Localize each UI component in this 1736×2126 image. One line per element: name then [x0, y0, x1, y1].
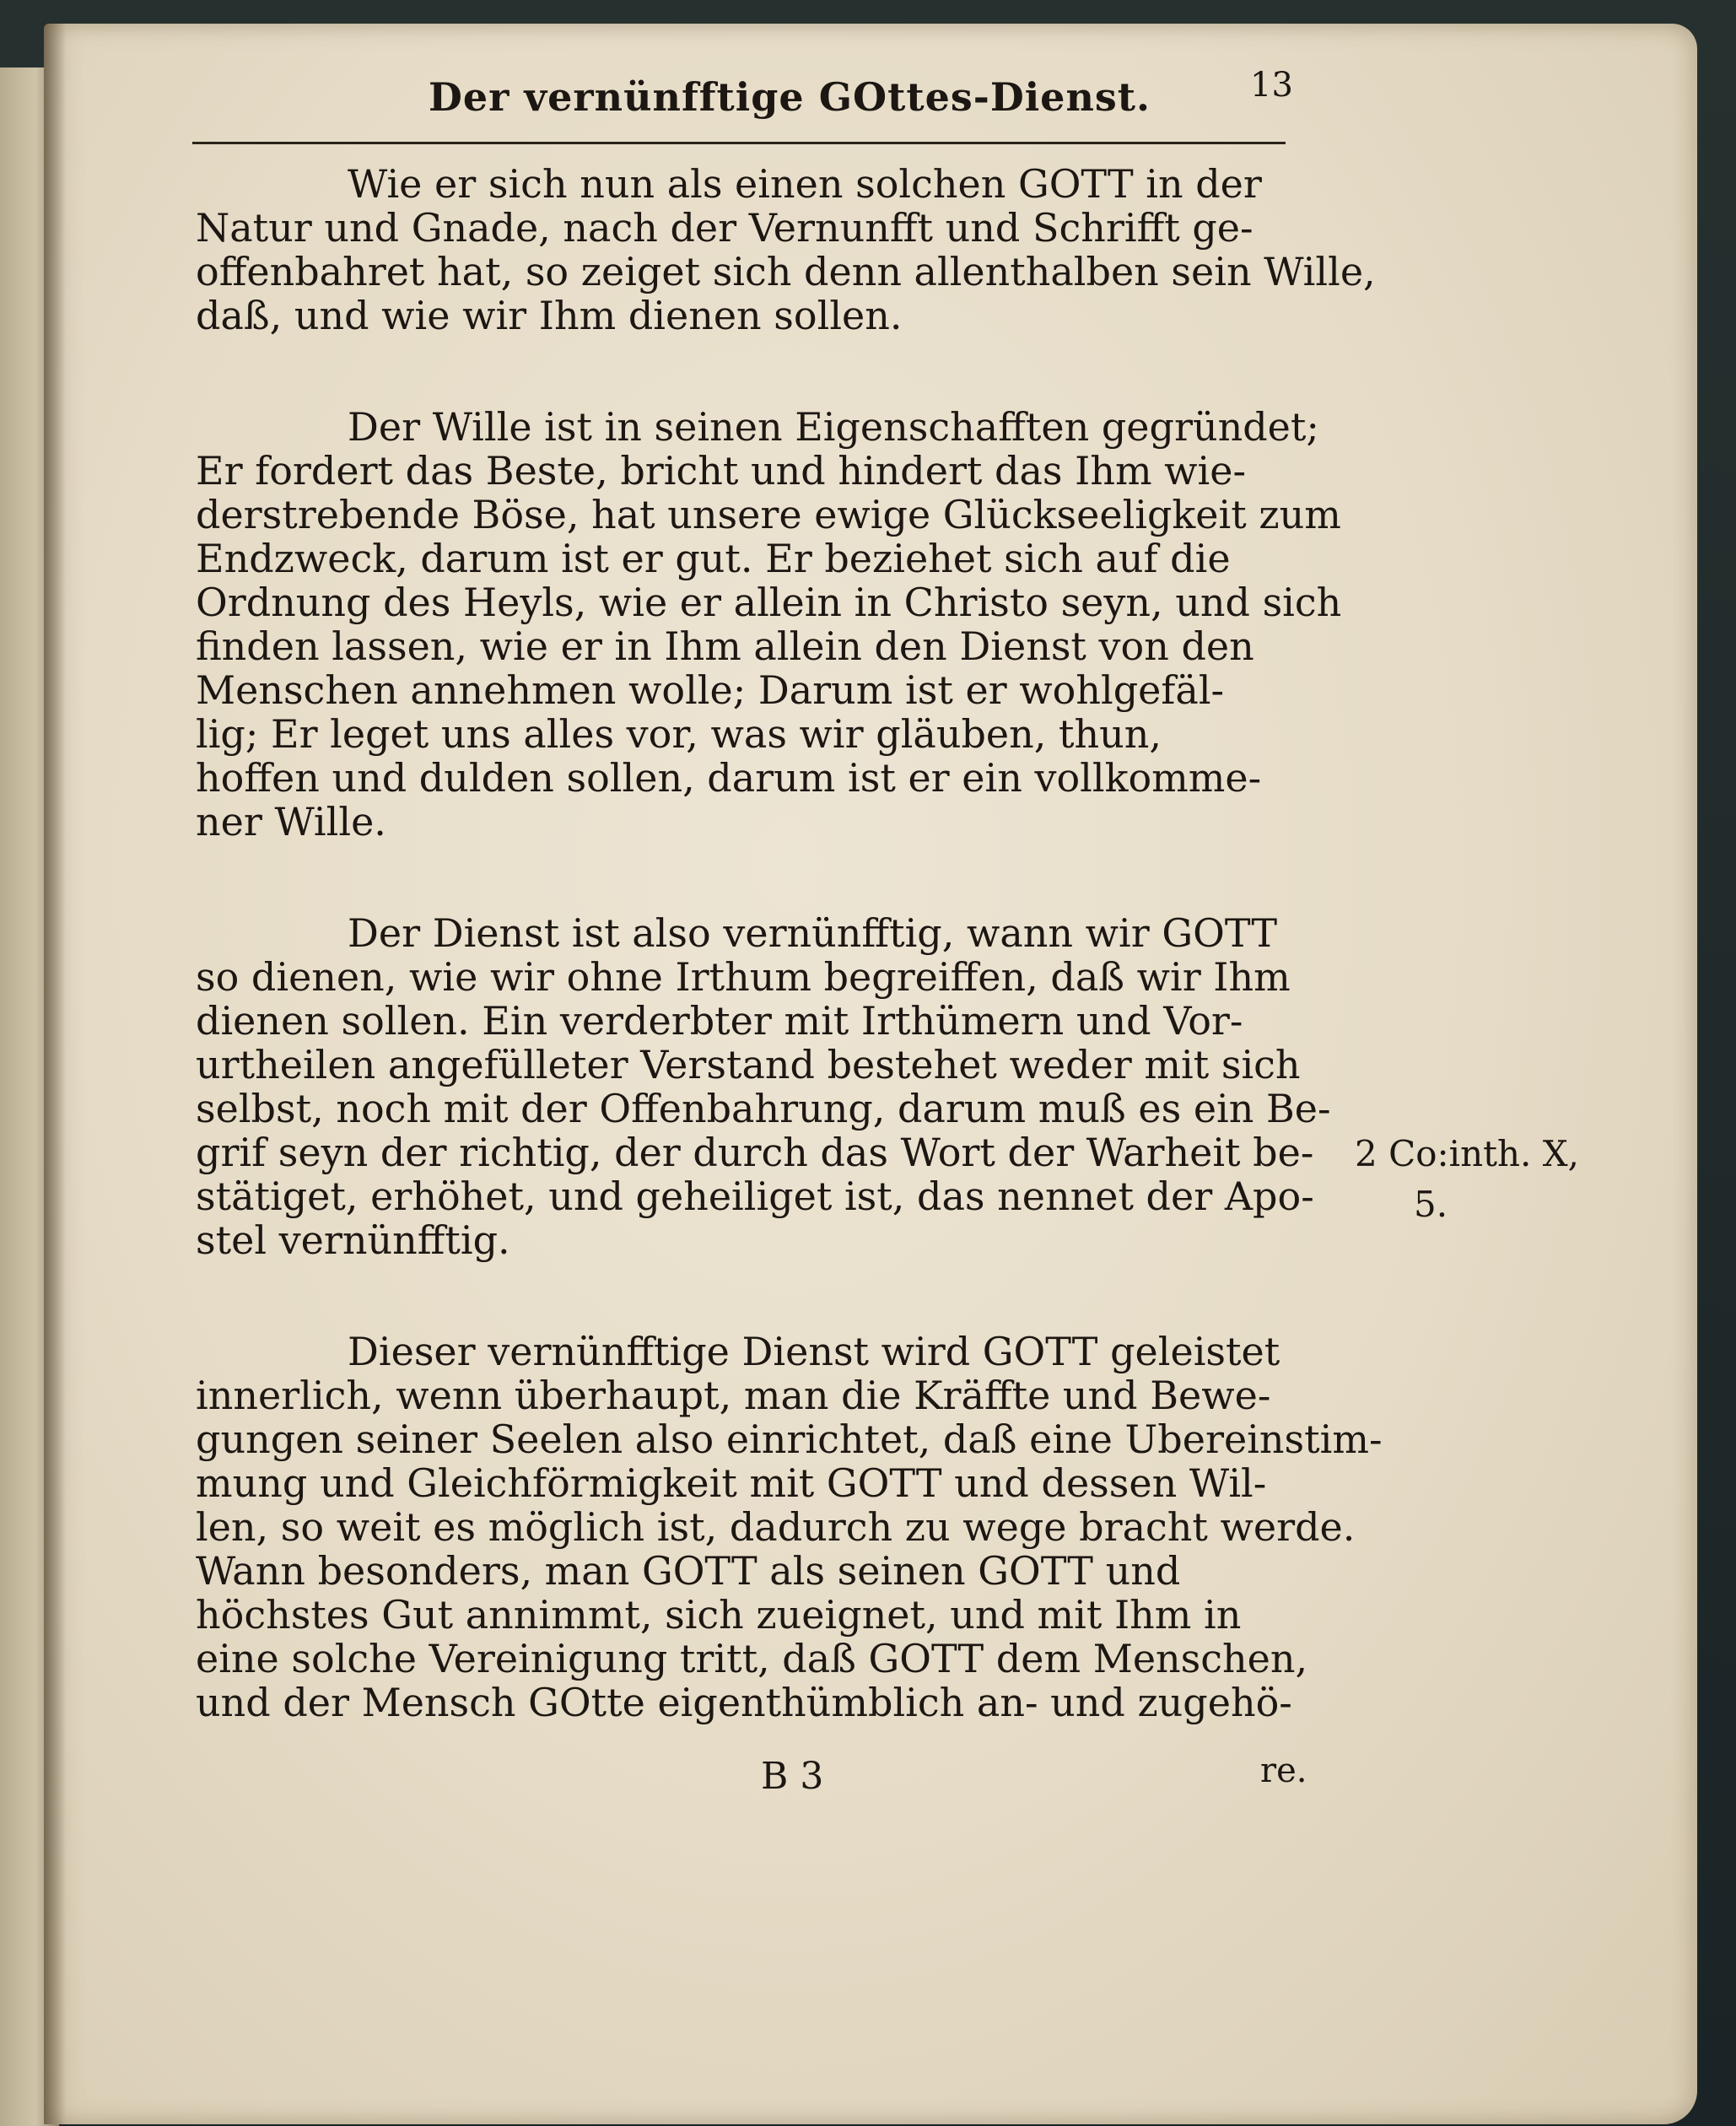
signature-mark: B 3: [761, 1755, 824, 1798]
text-line: grif seyn der richtig, der durch das Wort der Warheit be-: [196, 1130, 1314, 1175]
text-line: Natur und Gnade, nach der Vernunfft und Schrifft ge-: [196, 205, 1253, 251]
text-line: gungen seiner Seelen also einrichtet, daß eine Ubereinstim-: [196, 1416, 1383, 1462]
text-line: und der Mensch GOtte eigenthümblich an- und zugehö-: [196, 1680, 1292, 1725]
marginal-note-verse: 5.: [1414, 1184, 1448, 1225]
text-line: eine solche Vereinigung tritt, daß GOTT dem Menschen,: [196, 1636, 1308, 1681]
text-line: len, so weit es möglich ist, dadurch zu wege bracht werde.: [196, 1504, 1356, 1550]
text-line: Ordnung des Heyls, wie er allein in Christo seyn, und sich: [196, 580, 1342, 625]
text-line: finden lassen, wie er in Ihm allein den Dienst von den: [196, 623, 1254, 669]
marginal-note-reference: 2 Co:inth. X,: [1355, 1133, 1580, 1174]
text-line: Der Dienst ist also vernünfftig, wann wir GOTT: [348, 910, 1278, 956]
paragraph-4: [196, 1329, 1383, 1725]
text-line: Wie er sich nun als einen solchen GOTT in der: [348, 161, 1262, 207]
text-line: Menschen annehmen wolle; Darum ist er wohlgefäl-: [196, 667, 1225, 713]
text-line: so dienen, wie wir ohne Irthum begreiffen, daß wir Ihm: [196, 954, 1291, 1000]
text-line: dienen sollen. Ein verderbter mit Irthümern und Vor-: [196, 998, 1243, 1044]
text-line: Wann besonders, man GOTT als seinen GOTT und: [196, 1548, 1181, 1594]
text-line: hoffen und dulden sollen, darum ist er ein vollkomme-: [196, 755, 1262, 801]
text-line: höchstes Gut annimmt, sich zueignet, und mit Ihm in: [196, 1592, 1242, 1638]
body-text: [196, 161, 1383, 1792]
paragraph-3: [196, 910, 1331, 1263]
text-line: mung und Gleichförmigkeit mit GOTT und dessen Wil-: [196, 1460, 1267, 1506]
text-line: daß, und wie wir Ihm dienen sollen.: [196, 293, 903, 338]
running-head-title: Der vernünfftige GOttes-Dienst.: [429, 74, 1151, 120]
text-line: stätiget, erhöhet, und geheiliget ist, das nennet der Apo-: [196, 1174, 1314, 1219]
paragraph-1: [196, 161, 1376, 338]
header-rule: [192, 142, 1286, 144]
text-line: ner Wille.: [196, 799, 386, 844]
text-line: Der Wille ist in seinen Eigenschafften gegründet;: [348, 404, 1319, 450]
text-line: derstrebende Böse, hat unsere ewige Glückseeligkeit zum: [196, 492, 1341, 537]
text-line: Endzweck, darum ist er gut. Er beziehet sich auf die: [196, 536, 1231, 581]
page-gutter-shadow: [44, 24, 66, 2124]
text-line: Er fordert das Beste, bricht und hindert das Ihm wie-: [196, 448, 1247, 494]
marginal-note: [1355, 1129, 1579, 1230]
page-number: 13: [1250, 66, 1293, 105]
text-line: selbst, noch mit der Offenbahrung, darum muß es ein Be-: [196, 1086, 1331, 1131]
paragraph-2: [196, 404, 1342, 844]
text-line: innerlich, wenn überhaupt, man die Kräffte und Bewe-: [196, 1373, 1271, 1418]
text-line: stel vernünfftig.: [196, 1217, 510, 1263]
text-line: urtheilen angefülleter Verstand bestehet weder mit sich: [196, 1042, 1301, 1087]
catchword: re.: [1260, 1751, 1307, 1790]
text-line: Dieser vernünfftige Dienst wird GOTT geleistet: [348, 1329, 1280, 1374]
text-line: offenbahret hat, so zeiget sich denn allenthalben sein Wille,: [196, 249, 1376, 294]
text-line: lig; Er leget uns alles vor, was wir gläuben, thun,: [196, 711, 1162, 757]
